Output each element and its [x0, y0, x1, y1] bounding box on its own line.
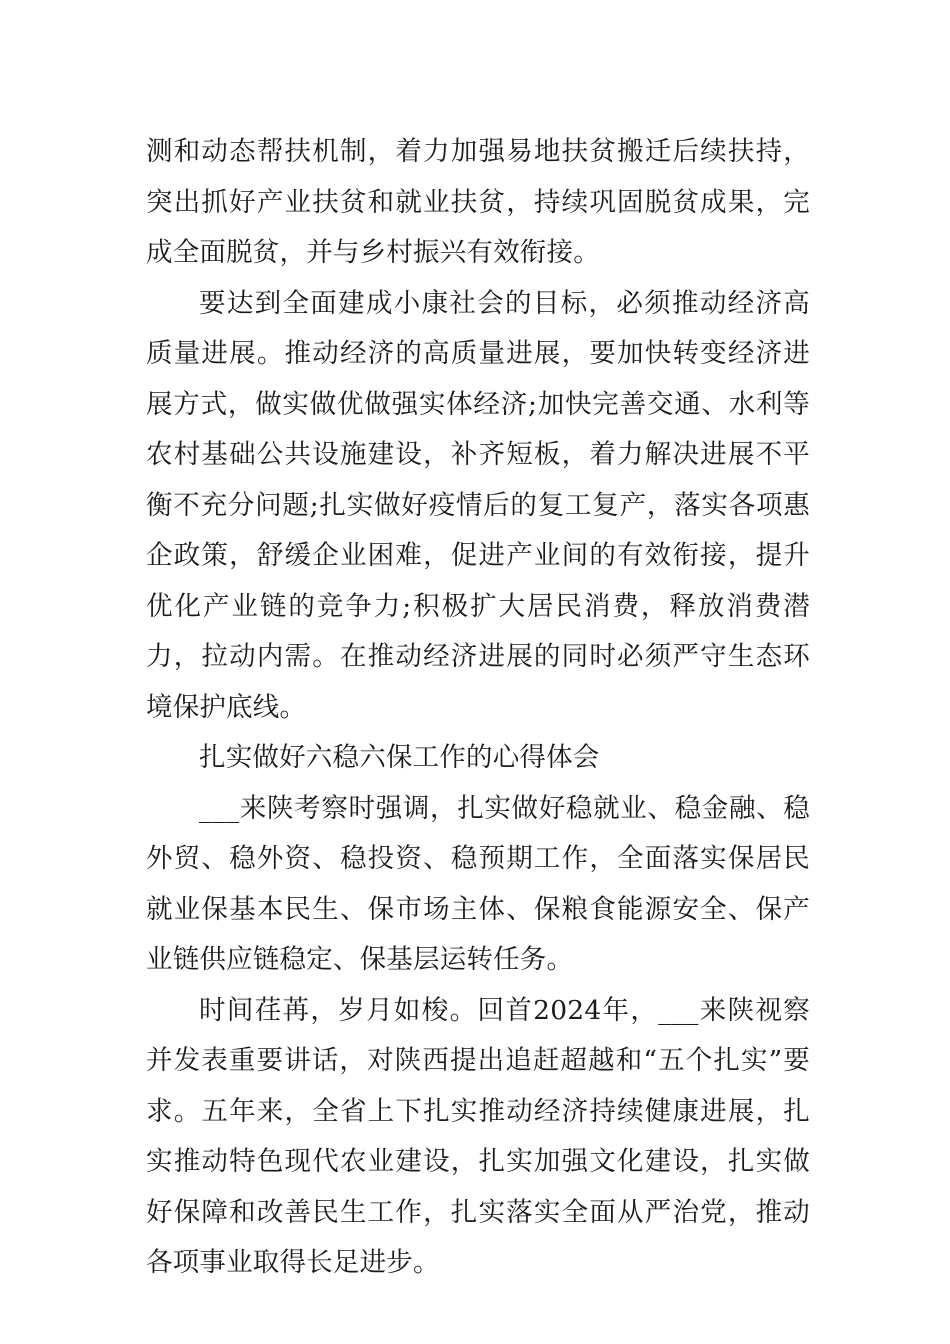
paragraph-five-years-review: 时间荏苒，岁月如梭。回首2024年，___来陕视察并发表重要讲话，对陕西提出追赶超越和“五个扎实”要求。五年来，全省上下扎实推动经济持续健康进展，扎实推动特色现代农业建设，扎实加强文化建设，扎实做好保障和改善民生工作，扎实落实全面从严治党，推动各项事业取得长足进步。 — [146, 994, 810, 1278]
paragraph-six-stabilities: ___来陕考察时强调，扎实做好稳就业、稳金融、稳外贸、稳外资、稳投资、稳预期工作，全面落实保居民就业保基本民生、保市场主体、保粮食能源安全、保产业链供应链稳定、保基层运转任务。 — [146, 792, 810, 975]
section-heading: 扎实做好六稳六保工作的心得体会 — [199, 742, 600, 773]
paragraph-continued-poverty: 测和动态帮扶机制，着力加强易地扶贫搬迁后续扶持，突出抓好产业扶贫和就业扶贫，持续巩固脱贫成果，完成全面脱贫，并与乡村振兴有效衔接。 — [146, 136, 810, 268]
paragraph-economic-development: 要达到全面建成小康社会的目标，必须推动经济高质量进展。推动经济的高质量进展，要加快转变经济进展方式，做实做优做强实体经济;加快完善交通、水利等农村基础公共设施建设，补齐短板，着力解决进展不平衡不充分问题;扎实做好疫情后的复工复产，落实各项惠企政策，舒缓企业困难，促进产业间的有效衔接，提升优化产业链的竞争力;积极扩大居民消费，释放消费潜力，拉动内需。在推动经济进展的同时必须严守生态环境保护底线。 — [146, 287, 810, 723]
document-body — [146, 127, 810, 1289]
